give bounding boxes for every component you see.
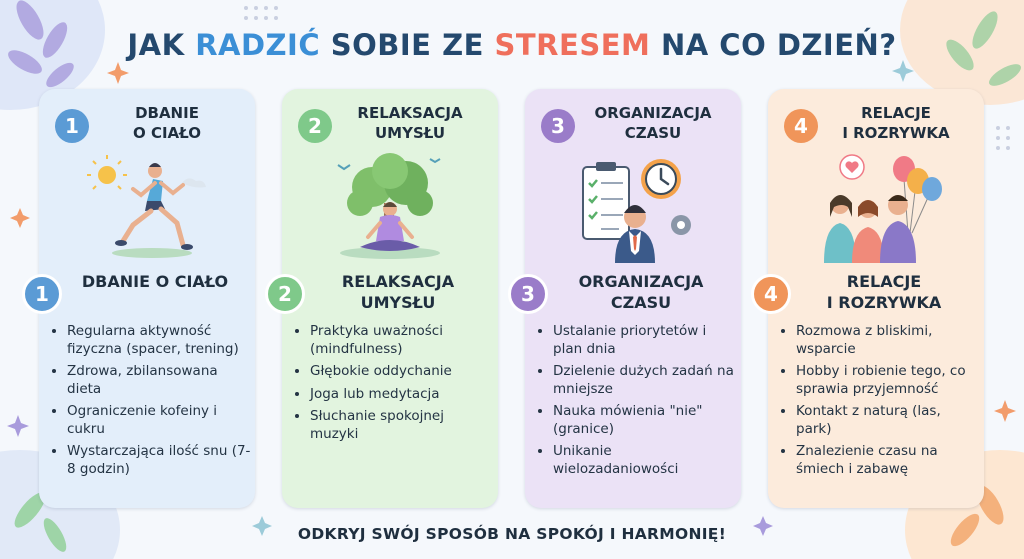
list-item: • Regularna aktywność fizyczna (spacer, trening)	[67, 323, 251, 358]
list-item: • Słuchanie spokojnej muzyki	[310, 408, 494, 443]
section-number-badge: 3	[508, 274, 548, 314]
card-number-badge: 1	[55, 109, 89, 143]
list-item: • Ustalanie priorytetów i plan dnia	[553, 323, 737, 358]
section-number-badge: 2	[265, 274, 305, 314]
planner-clock-icon	[563, 153, 703, 263]
card-heading-main: DBANIE O CIAŁO	[81, 272, 229, 291]
list-item: • Dzielenie dużych zadań na mniejsze	[553, 363, 737, 398]
list-item: • Praktyka uważności (mindfulness)	[310, 323, 494, 358]
tips-list	[53, 323, 251, 483]
title-text: NA CO DZIEŃ?	[650, 28, 897, 62]
list-item: • Znalezienie czasu na śmiech i zabawę	[796, 443, 980, 478]
footer-tagline: ODKRYJ SWÓJ SPOSÓB NA SPOKÓJ I HARMONIĘ!	[297, 525, 727, 543]
list-item: • Kontakt z naturą (las, park)	[796, 403, 980, 438]
card-body-care	[39, 89, 255, 508]
list-item: • Zdrowa, zbilansowana dieta	[67, 363, 251, 398]
list-item: • Głębokie oddychanie	[310, 363, 494, 381]
section-number-badge: 4	[751, 274, 791, 314]
list-item: • Nauka mówienia "nie" (granice)	[553, 403, 737, 438]
page-title	[0, 28, 1024, 62]
tips-list	[782, 323, 980, 483]
list-item: • Joga lub medytacja	[310, 386, 494, 404]
card-heading-main: ORGANIZACJA CZASU	[578, 272, 704, 312]
card-mind-relaxation	[282, 89, 498, 508]
card-time-organization	[525, 89, 741, 508]
card-number-badge: 2	[298, 109, 332, 143]
list-item: • Ograniczenie kofeiny i cukru	[67, 403, 251, 438]
list-item: • Rozmowa z bliskimi, wsparcie	[796, 323, 980, 358]
card-heading-top: ORGANIZACJA CZASU	[594, 104, 712, 142]
section-number-badge: 1	[22, 274, 62, 314]
card-heading-main: RELACJE I ROZRYWKA	[826, 272, 942, 312]
list-item: • Wystarczająca ilość snu (7-8 godzin)	[67, 443, 251, 478]
card-relations-fun	[768, 89, 984, 508]
tips-list	[296, 323, 494, 448]
card-number-badge: 3	[541, 109, 575, 143]
running-person-icon	[77, 153, 217, 263]
title-highlight-blue: RADZIĆ	[195, 28, 321, 62]
list-item: • Unikanie wielozadaniowości	[553, 443, 737, 478]
meditation-tree-icon	[320, 153, 460, 263]
card-heading-main: RELAKSACJA UMYSŁU	[341, 272, 455, 312]
card-number-badge: 4	[784, 109, 818, 143]
title-text: JAK	[127, 28, 196, 62]
tips-list	[539, 323, 737, 483]
card-heading-top: RELACJE I ROZRYWKA	[842, 104, 950, 142]
friends-balloons-icon	[806, 153, 946, 263]
card-heading-top: RELAKSACJA UMYSŁU	[357, 104, 463, 142]
title-text: SOBIE ZE	[320, 28, 495, 62]
list-item: • Hobby i robienie tego, co sprawia przyjemność	[796, 363, 980, 398]
title-highlight-red: STRESEM	[494, 28, 651, 62]
card-heading-top: DBANIE O CIAŁO	[132, 104, 202, 142]
